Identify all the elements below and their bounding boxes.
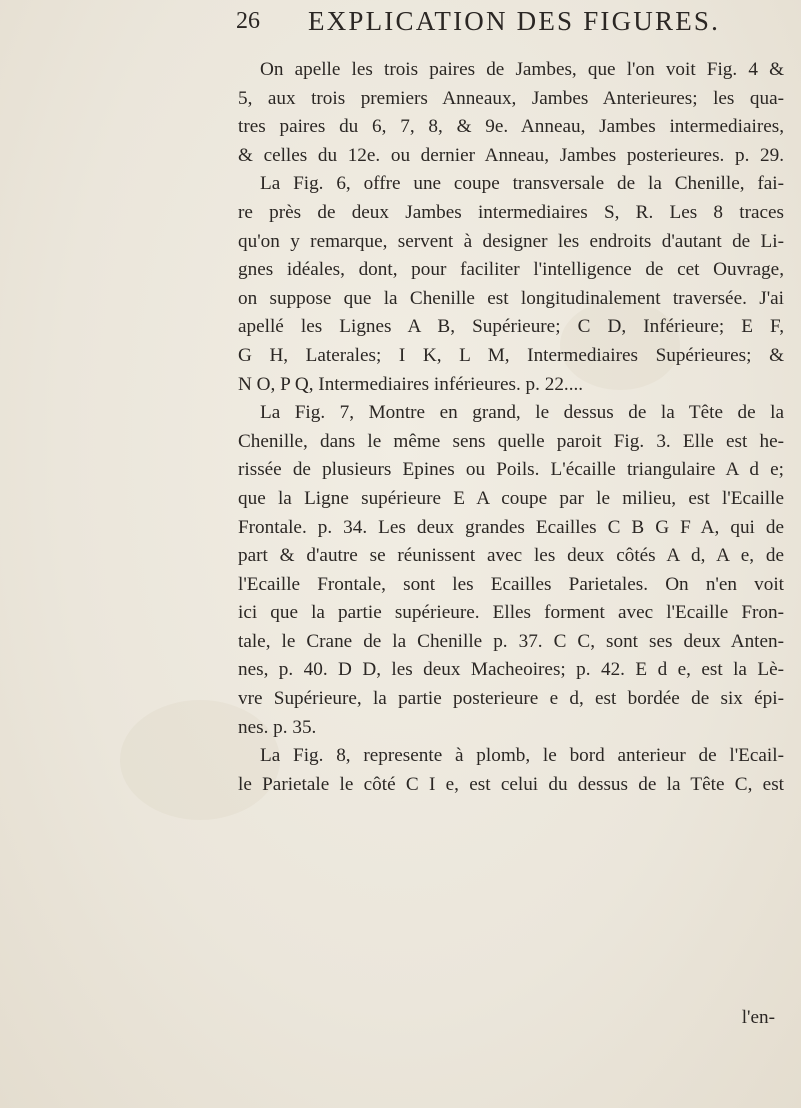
body-text: [238, 56, 784, 799]
text-line: nes. p. 35.: [238, 716, 317, 738]
text-line: qu'on y remarque, servent à designer les endroits d'autant de Li-: [238, 230, 784, 252]
paragraph-4: [238, 742, 784, 799]
page-number: 26: [236, 8, 260, 34]
text-line: N O, P Q, Intermediaires inférieures. p. 22....: [238, 373, 584, 395]
text-line: 5, aux trois premiers Anneaux, Jambes Anterieures; les qua-: [238, 87, 784, 109]
text-line: nes, p. 40. D D, les deux Macheoires; p. 42. E d e, est la Lè-: [238, 659, 784, 681]
text-line: On apelle les trois paires de Jambes, que l'on voit Fig. 4 &: [260, 59, 784, 80]
text-line: La Fig. 8, represente à plomb, le bord anterieur de l'Ecail-: [260, 745, 784, 767]
text-line: G H, Laterales; I K, L M, Intermediaires Supérieures; &: [238, 344, 784, 366]
text-line: que la Ligne supérieure E A coupe par le milieu, est l'Ecaille: [238, 487, 784, 509]
text-line: & celles du 12e. ou dernier Anneau, Jambes posterieures. p. 29.: [238, 144, 784, 166]
text-line: La Fig. 7, Montre en grand, le dessus de la Tête de la: [260, 402, 784, 424]
catchword: l'en-: [741, 1007, 775, 1028]
text-line: rissée de plusieurs Epines ou Poils. L'écaille triangulaire A d e;: [238, 459, 784, 481]
paragraph-3: [238, 399, 784, 742]
text-line: tres paires du 6, 7, 8, & 9e. Anneau, Jambes intermediaires,: [238, 116, 784, 138]
text-line: apellé les Lignes A B, Supérieure; C D, Inférieure; E F,: [238, 316, 784, 338]
text-line: La Fig. 6, offre une coupe transversale de la Chenille, fai-: [260, 173, 784, 195]
text-line: part & d'autre se réunissent avec les deux côtés A d, A e, de: [238, 545, 784, 567]
text-line: re près de deux Jambes intermediaires S, R. Les 8 traces: [238, 201, 784, 223]
text-line: Chenille, dans le même sens quelle paroit Fig. 3. Elle est he-: [238, 430, 784, 452]
text-line: l'Ecaille Frontale, sont les Ecailles Parietales. On n'en voit: [238, 573, 784, 595]
running-title: EXPLICATION DES FIGURES.: [308, 6, 721, 36]
text-line: Frontale. p. 34. Les deux grandes Ecailles C B G F A, qui de: [238, 516, 784, 538]
page-header: [0, 6, 801, 46]
paragraph-2: [238, 170, 784, 399]
paragraph-1: [238, 56, 784, 170]
text-line: le Parietale le côté C I e, est celui du dessus de la Tête C, est: [238, 773, 784, 795]
text-line: tale, le Crane de la Chenille p. 37. C C, sont ses deux Anten-: [238, 630, 784, 652]
text-line: vre Supérieure, la partie posterieure e d, est bordée de six épi-: [238, 688, 784, 710]
text-line: on suppose que la Chenille est longitudinalement traversée. J'ai: [238, 287, 784, 309]
text-line: gnes idéales, dont, pour faciliter l'intelligence de cet Ouvrage,: [238, 259, 784, 281]
text-line: ici que la partie supérieure. Elles forment avec l'Ecaille Fron-: [238, 602, 784, 624]
